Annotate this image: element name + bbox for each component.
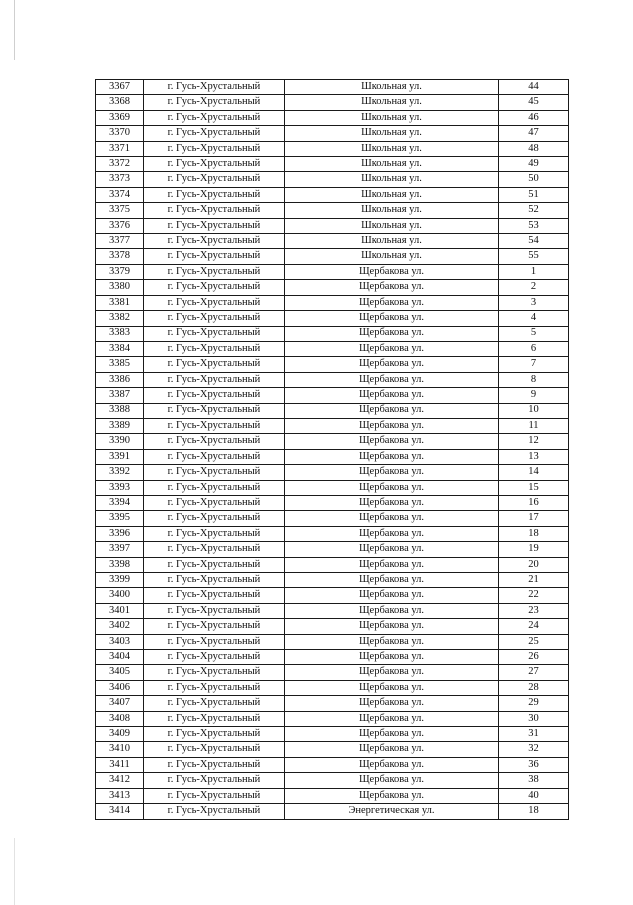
record-number-cell: 3399 xyxy=(96,573,144,588)
table-row xyxy=(96,126,569,141)
table-row xyxy=(96,634,569,649)
house-number-cell: 4 xyxy=(499,311,569,326)
table-row xyxy=(96,372,569,387)
house-number-cell: 16 xyxy=(499,495,569,510)
city-cell: г. Гусь-Хрустальный xyxy=(144,696,285,711)
street-cell: Школьная ул. xyxy=(285,126,499,141)
house-number-cell: 6 xyxy=(499,341,569,356)
street-cell: Щербакова ул. xyxy=(285,264,499,279)
city-cell: г. Гусь-Хрустальный xyxy=(144,311,285,326)
table-row xyxy=(96,727,569,742)
house-number-cell: 25 xyxy=(499,634,569,649)
table-row xyxy=(96,418,569,433)
record-number-cell: 3402 xyxy=(96,619,144,634)
record-number-cell: 3391 xyxy=(96,449,144,464)
street-cell: Щербакова ул. xyxy=(285,495,499,510)
table-row xyxy=(96,218,569,233)
house-number-cell: 23 xyxy=(499,603,569,618)
table-row xyxy=(96,757,569,772)
street-cell: Щербакова ул. xyxy=(285,680,499,695)
house-number-cell: 40 xyxy=(499,788,569,803)
house-number-cell: 55 xyxy=(499,249,569,264)
city-cell: г. Гусь-Хрустальный xyxy=(144,326,285,341)
city-cell: г. Гусь-Хрустальный xyxy=(144,218,285,233)
house-number-cell: 15 xyxy=(499,480,569,495)
table-row xyxy=(96,187,569,202)
city-cell: г. Гусь-Хрустальный xyxy=(144,495,285,510)
table-row xyxy=(96,557,569,572)
city-cell: г. Гусь-Хрустальный xyxy=(144,603,285,618)
house-number-cell: 14 xyxy=(499,465,569,480)
city-cell: г. Гусь-Хрустальный xyxy=(144,511,285,526)
house-number-cell: 50 xyxy=(499,172,569,187)
city-cell: г. Гусь-Хрустальный xyxy=(144,388,285,403)
address-register-body xyxy=(96,80,569,820)
house-number-cell: 29 xyxy=(499,696,569,711)
city-cell: г. Гусь-Хрустальный xyxy=(144,126,285,141)
table-row xyxy=(96,234,569,249)
house-number-cell: 28 xyxy=(499,680,569,695)
record-number-cell: 3394 xyxy=(96,495,144,510)
city-cell: г. Гусь-Хрустальный xyxy=(144,234,285,249)
table-row xyxy=(96,465,569,480)
record-number-cell: 3370 xyxy=(96,126,144,141)
house-number-cell: 38 xyxy=(499,773,569,788)
house-number-cell: 2 xyxy=(499,280,569,295)
table-row xyxy=(96,511,569,526)
record-number-cell: 3373 xyxy=(96,172,144,187)
street-cell: Щербакова ул. xyxy=(285,357,499,372)
street-cell: Щербакова ул. xyxy=(285,727,499,742)
margin-mark-top xyxy=(14,0,15,60)
house-number-cell: 45 xyxy=(499,95,569,110)
city-cell: г. Гусь-Хрустальный xyxy=(144,95,285,110)
record-number-cell: 3378 xyxy=(96,249,144,264)
street-cell: Щербакова ул. xyxy=(285,465,499,480)
margin-mark-bottom xyxy=(14,838,15,905)
house-number-cell: 17 xyxy=(499,511,569,526)
table-row xyxy=(96,203,569,218)
street-cell: Щербакова ул. xyxy=(285,526,499,541)
street-cell: Щербакова ул. xyxy=(285,603,499,618)
street-cell: Школьная ул. xyxy=(285,95,499,110)
record-number-cell: 3384 xyxy=(96,341,144,356)
city-cell: г. Гусь-Хрустальный xyxy=(144,742,285,757)
street-cell: Школьная ул. xyxy=(285,110,499,125)
table-row xyxy=(96,280,569,295)
street-cell: Щербакова ул. xyxy=(285,511,499,526)
city-cell: г. Гусь-Хрустальный xyxy=(144,757,285,772)
record-number-cell: 3389 xyxy=(96,418,144,433)
table-row xyxy=(96,696,569,711)
city-cell: г. Гусь-Хрустальный xyxy=(144,634,285,649)
city-cell: г. Гусь-Хрустальный xyxy=(144,280,285,295)
house-number-cell: 5 xyxy=(499,326,569,341)
record-number-cell: 3398 xyxy=(96,557,144,572)
record-number-cell: 3379 xyxy=(96,264,144,279)
table-row xyxy=(96,264,569,279)
record-number-cell: 3409 xyxy=(96,727,144,742)
table-row xyxy=(96,434,569,449)
record-number-cell: 3392 xyxy=(96,465,144,480)
table-row xyxy=(96,80,569,95)
house-number-cell: 13 xyxy=(499,449,569,464)
table-row xyxy=(96,495,569,510)
table-row xyxy=(96,326,569,341)
table-row xyxy=(96,650,569,665)
table-row xyxy=(96,573,569,588)
city-cell: г. Гусь-Хрустальный xyxy=(144,650,285,665)
record-number-cell: 3383 xyxy=(96,326,144,341)
street-cell: Щербакова ул. xyxy=(285,341,499,356)
table-row xyxy=(96,141,569,156)
record-number-cell: 3368 xyxy=(96,95,144,110)
street-cell: Щербакова ул. xyxy=(285,372,499,387)
city-cell: г. Гусь-Хрустальный xyxy=(144,295,285,310)
city-cell: г. Гусь-Хрустальный xyxy=(144,372,285,387)
record-number-cell: 3395 xyxy=(96,511,144,526)
city-cell: г. Гусь-Хрустальный xyxy=(144,357,285,372)
city-cell: г. Гусь-Хрустальный xyxy=(144,542,285,557)
table-row xyxy=(96,742,569,757)
city-cell: г. Гусь-Хрустальный xyxy=(144,480,285,495)
record-number-cell: 3407 xyxy=(96,696,144,711)
house-number-cell: 51 xyxy=(499,187,569,202)
street-cell: Щербакова ул. xyxy=(285,326,499,341)
table-row xyxy=(96,157,569,172)
table-row xyxy=(96,788,569,803)
street-cell: Щербакова ул. xyxy=(285,665,499,680)
record-number-cell: 3387 xyxy=(96,388,144,403)
street-cell: Щербакова ул. xyxy=(285,634,499,649)
record-number-cell: 3405 xyxy=(96,665,144,680)
house-number-cell: 18 xyxy=(499,526,569,541)
record-number-cell: 3382 xyxy=(96,311,144,326)
city-cell: г. Гусь-Хрустальный xyxy=(144,110,285,125)
table-row xyxy=(96,449,569,464)
house-number-cell: 8 xyxy=(499,372,569,387)
city-cell: г. Гусь-Хрустальный xyxy=(144,187,285,202)
house-number-cell: 11 xyxy=(499,418,569,433)
street-cell: Щербакова ул. xyxy=(285,573,499,588)
record-number-cell: 3374 xyxy=(96,187,144,202)
street-cell: Щербакова ул. xyxy=(285,434,499,449)
city-cell: г. Гусь-Хрустальный xyxy=(144,264,285,279)
house-number-cell: 52 xyxy=(499,203,569,218)
street-cell: Щербакова ул. xyxy=(285,388,499,403)
city-cell: г. Гусь-Хрустальный xyxy=(144,80,285,95)
record-number-cell: 3375 xyxy=(96,203,144,218)
house-number-cell: 22 xyxy=(499,588,569,603)
table-row xyxy=(96,804,569,819)
record-number-cell: 3369 xyxy=(96,110,144,125)
record-number-cell: 3386 xyxy=(96,372,144,387)
table-row xyxy=(96,341,569,356)
table-row xyxy=(96,588,569,603)
record-number-cell: 3406 xyxy=(96,680,144,695)
house-number-cell: 53 xyxy=(499,218,569,233)
house-number-cell: 44 xyxy=(499,80,569,95)
city-cell: г. Гусь-Хрустальный xyxy=(144,588,285,603)
street-cell: Школьная ул. xyxy=(285,80,499,95)
house-number-cell: 47 xyxy=(499,126,569,141)
table-row xyxy=(96,172,569,187)
street-cell: Школьная ул. xyxy=(285,218,499,233)
street-cell: Школьная ул. xyxy=(285,249,499,264)
street-cell: Энергетическая ул. xyxy=(285,804,499,819)
record-number-cell: 3372 xyxy=(96,157,144,172)
table-row xyxy=(96,542,569,557)
street-cell: Щербакова ул. xyxy=(285,403,499,418)
record-number-cell: 3393 xyxy=(96,480,144,495)
street-cell: Школьная ул. xyxy=(285,187,499,202)
city-cell: г. Гусь-Хрустальный xyxy=(144,573,285,588)
record-number-cell: 3380 xyxy=(96,280,144,295)
record-number-cell: 3390 xyxy=(96,434,144,449)
house-number-cell: 12 xyxy=(499,434,569,449)
city-cell: г. Гусь-Хрустальный xyxy=(144,418,285,433)
house-number-cell: 49 xyxy=(499,157,569,172)
address-register-table xyxy=(95,79,569,820)
table-row xyxy=(96,403,569,418)
street-cell: Школьная ул. xyxy=(285,172,499,187)
street-cell: Щербакова ул. xyxy=(285,311,499,326)
city-cell: г. Гусь-Хрустальный xyxy=(144,727,285,742)
house-number-cell: 18 xyxy=(499,804,569,819)
table-row xyxy=(96,603,569,618)
house-number-cell: 46 xyxy=(499,110,569,125)
record-number-cell: 3408 xyxy=(96,711,144,726)
street-cell: Щербакова ул. xyxy=(285,757,499,772)
house-number-cell: 48 xyxy=(499,141,569,156)
house-number-cell: 10 xyxy=(499,403,569,418)
city-cell: г. Гусь-Хрустальный xyxy=(144,157,285,172)
table-row xyxy=(96,95,569,110)
record-number-cell: 3404 xyxy=(96,650,144,665)
table-row xyxy=(96,480,569,495)
table-row xyxy=(96,773,569,788)
house-number-cell: 32 xyxy=(499,742,569,757)
record-number-cell: 3367 xyxy=(96,80,144,95)
table-row xyxy=(96,711,569,726)
table-row xyxy=(96,388,569,403)
street-cell: Щербакова ул. xyxy=(285,542,499,557)
city-cell: г. Гусь-Хрустальный xyxy=(144,434,285,449)
street-cell: Щербакова ул. xyxy=(285,650,499,665)
street-cell: Щербакова ул. xyxy=(285,280,499,295)
city-cell: г. Гусь-Хрустальный xyxy=(144,141,285,156)
house-number-cell: 21 xyxy=(499,573,569,588)
house-number-cell: 24 xyxy=(499,619,569,634)
house-number-cell: 31 xyxy=(499,727,569,742)
city-cell: г. Гусь-Хрустальный xyxy=(144,788,285,803)
city-cell: г. Гусь-Хрустальный xyxy=(144,172,285,187)
record-number-cell: 3388 xyxy=(96,403,144,418)
house-number-cell: 1 xyxy=(499,264,569,279)
street-cell: Щербакова ул. xyxy=(285,696,499,711)
city-cell: г. Гусь-Хрустальный xyxy=(144,403,285,418)
city-cell: г. Гусь-Хрустальный xyxy=(144,711,285,726)
record-number-cell: 3381 xyxy=(96,295,144,310)
record-number-cell: 3400 xyxy=(96,588,144,603)
record-number-cell: 3403 xyxy=(96,634,144,649)
street-cell: Школьная ул. xyxy=(285,141,499,156)
house-number-cell: 9 xyxy=(499,388,569,403)
street-cell: Щербакова ул. xyxy=(285,418,499,433)
table-row xyxy=(96,357,569,372)
city-cell: г. Гусь-Хрустальный xyxy=(144,249,285,264)
record-number-cell: 3376 xyxy=(96,218,144,233)
city-cell: г. Гусь-Хрустальный xyxy=(144,465,285,480)
street-cell: Щербакова ул. xyxy=(285,480,499,495)
street-cell: Щербакова ул. xyxy=(285,773,499,788)
street-cell: Щербакова ул. xyxy=(285,742,499,757)
city-cell: г. Гусь-Хрустальный xyxy=(144,773,285,788)
table-row xyxy=(96,295,569,310)
house-number-cell: 36 xyxy=(499,757,569,772)
table-row xyxy=(96,311,569,326)
house-number-cell: 26 xyxy=(499,650,569,665)
city-cell: г. Гусь-Хрустальный xyxy=(144,203,285,218)
street-cell: Щербакова ул. xyxy=(285,619,499,634)
city-cell: г. Гусь-Хрустальный xyxy=(144,526,285,541)
table-row xyxy=(96,665,569,680)
city-cell: г. Гусь-Хрустальный xyxy=(144,557,285,572)
record-number-cell: 3412 xyxy=(96,773,144,788)
street-cell: Щербакова ул. xyxy=(285,449,499,464)
street-cell: Школьная ул. xyxy=(285,157,499,172)
house-number-cell: 54 xyxy=(499,234,569,249)
record-number-cell: 3411 xyxy=(96,757,144,772)
record-number-cell: 3413 xyxy=(96,788,144,803)
record-number-cell: 3401 xyxy=(96,603,144,618)
record-number-cell: 3410 xyxy=(96,742,144,757)
city-cell: г. Гусь-Хрустальный xyxy=(144,619,285,634)
record-number-cell: 3385 xyxy=(96,357,144,372)
city-cell: г. Гусь-Хрустальный xyxy=(144,665,285,680)
house-number-cell: 19 xyxy=(499,542,569,557)
city-cell: г. Гусь-Хрустальный xyxy=(144,804,285,819)
city-cell: г. Гусь-Хрустальный xyxy=(144,449,285,464)
record-number-cell: 3414 xyxy=(96,804,144,819)
table-row xyxy=(96,249,569,264)
table-row xyxy=(96,619,569,634)
record-number-cell: 3371 xyxy=(96,141,144,156)
street-cell: Щербакова ул. xyxy=(285,711,499,726)
record-number-cell: 3377 xyxy=(96,234,144,249)
city-cell: г. Гусь-Хрустальный xyxy=(144,341,285,356)
house-number-cell: 27 xyxy=(499,665,569,680)
city-cell: г. Гусь-Хрустальный xyxy=(144,680,285,695)
street-cell: Щербакова ул. xyxy=(285,588,499,603)
house-number-cell: 30 xyxy=(499,711,569,726)
house-number-cell: 3 xyxy=(499,295,569,310)
table-row xyxy=(96,110,569,125)
street-cell: Школьная ул. xyxy=(285,234,499,249)
house-number-cell: 7 xyxy=(499,357,569,372)
record-number-cell: 3397 xyxy=(96,542,144,557)
street-cell: Школьная ул. xyxy=(285,203,499,218)
street-cell: Щербакова ул. xyxy=(285,557,499,572)
house-number-cell: 20 xyxy=(499,557,569,572)
street-cell: Щербакова ул. xyxy=(285,295,499,310)
record-number-cell: 3396 xyxy=(96,526,144,541)
street-cell: Щербакова ул. xyxy=(285,788,499,803)
table-row xyxy=(96,526,569,541)
table-row xyxy=(96,680,569,695)
